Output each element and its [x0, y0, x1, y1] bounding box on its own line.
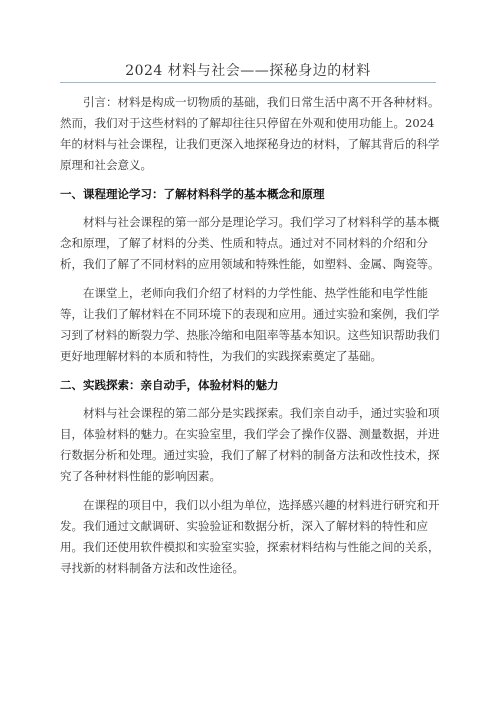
document-title: 2024 材料与社会——探秘身边的材料	[125, 63, 371, 79]
section-2-heading: 二、实践探索：亲自动手，体验材料的魅力	[60, 378, 279, 392]
section-1-heading: 一、课程理论学习：了解材料科学的基本概念和原理	[60, 187, 325, 201]
section-1-paragraph-1: 材料与社会课程的第一部分是理论学习。我们学习了材料科学的基本概念和原理，了解了材料的分类、性质和特点。通过对不同材料的介绍和分析，我们了解了不同材料的应用领域和特殊性能，如塑料、金属、陶瓷等。	[60, 215, 440, 271]
document-body	[60, 92, 444, 587]
section-1-paragraph-2: 在课堂上，老师向我们介绍了材料的力学性能、热学性能和电学性能等，让我们了解材料在不同环境下的表现和应用。通过实验和案例，我们学习到了材料的断裂力学、热胀冷缩和电阻率等基本知识。这些知识帮助我们更好地理解材料的本质和特性，为我们的实践探索奠定了基础。	[60, 286, 440, 363]
title-divider	[60, 82, 436, 83]
section-2-paragraph-1: 材料与社会课程的第二部分是实践探索。我们亲自动手，通过实验和项目，体验材料的魅力。在实验室里，我们学会了操作仪器、测量数据，并进行数据分析和处理。通过实验，我们了解了材料的制备方法和改性技术，探究了各种材料性能的影响因素。	[60, 406, 440, 483]
section-2-paragraph-2: 在课程的项目中，我们以小组为单位，选择感兴趣的材料进行研究和开发。我们通过文献调研、实验验证和数据分析，深入了解材料的特性和应用。我们还使用软件模拟和实验室实验，探索材料结构与性能之间的关系，寻找新的材料制备方法和改性途径。	[60, 498, 440, 575]
intro-paragraph: 引言：材料是构成一切物质的基础，我们日常生活中离不开各种材料。然而，我们对于这些材料的了解却往往只停留在外观和使用功能上。2024 年的材料与社会课程，让我们更深入地探秘身边的材料，了解其背后的科学原理和社会意义。	[60, 95, 440, 172]
